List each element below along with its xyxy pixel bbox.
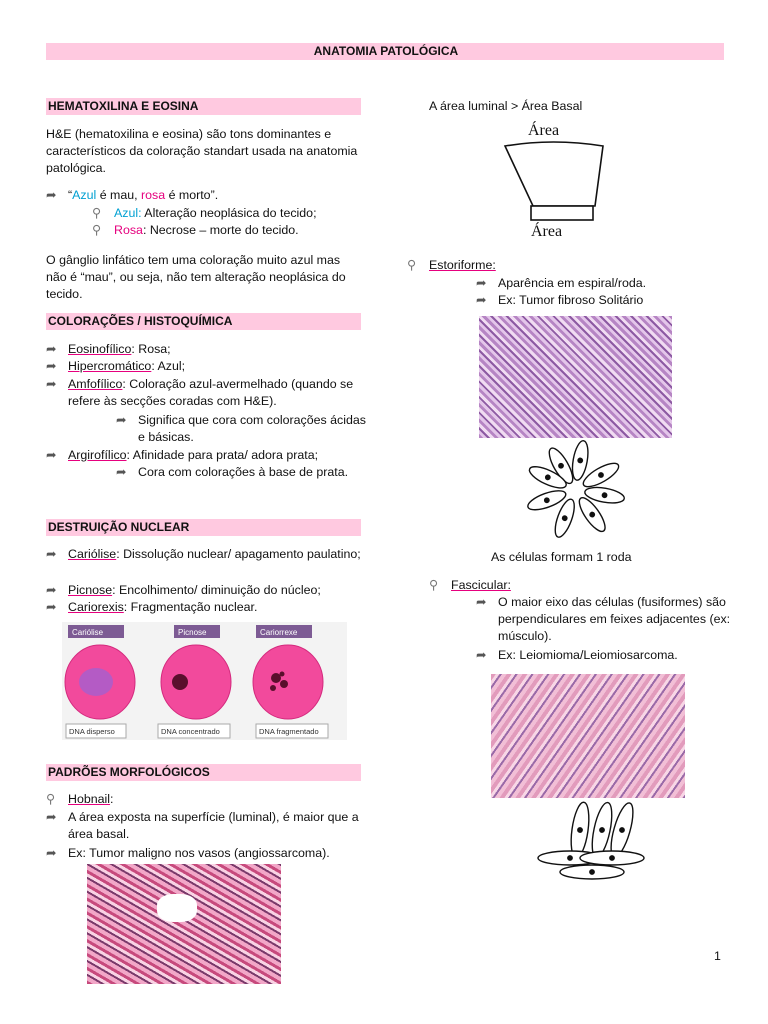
cariorrexe-cell [253,645,323,719]
fasc-2: ➦ Ex: Leiomioma/Leiomiosarcoma. [476,648,678,662]
arrow-bullet-icon: ➦ [116,465,127,479]
est-heading: ⚲ Estoriforme: [407,258,496,272]
fascicular-horizontal-cells [538,851,644,879]
fascicular-diagram [536,800,648,880]
fragment [270,685,276,691]
he-intro: H&E (hematoxilina e eosina) são tons dominantes e característicos da coloração standart usada na anatomia patológica. [46,127,358,175]
nuclear-heading: DESTRUIÇÃO NUCLEAR [46,519,361,536]
arrow-bullet-icon: ➦ [46,188,57,202]
arrow-bullet-icon: ➦ [476,595,487,609]
area-line: A área luminal > Área Basal [429,99,583,113]
arrow-bullet-icon: ➦ [46,448,57,462]
magnifier-bullet-icon: ⚲ [429,578,439,592]
fascicular-histology-image [491,674,685,798]
hobnail-shape-diagram [495,118,615,242]
arrow-bullet-icon: ➦ [46,810,57,824]
color-eos: ➦ Eosinofílico: Rosa; [46,342,171,356]
arrow-bullet-icon: ➦ [46,342,57,356]
fig-label-picnose: Picnose [178,628,207,637]
roda-cells [526,440,626,539]
fascicular-vertical-cells [568,801,637,859]
nuclear-destruction-figure [62,622,347,740]
he-azul: ⚲ Azul: Alteração neoplásica do tecido; [92,206,317,220]
area-bottom-label: Área [531,223,563,240]
arrow-bullet-icon: ➦ [46,600,57,614]
color-heading: COLORAÇÕES / HISTOQUÍMICA [46,313,361,330]
est-2: ➦ Ex: Tumor fibroso Solitário [476,293,644,307]
padroes-hob-2: ➦ Ex: Tumor maligno nos vasos (angiossarcoma). [46,846,330,860]
fig-label-cariorrexe: Cariorrexe [260,628,298,637]
magnifier-bullet-icon: ⚲ [407,258,417,272]
arrow-bullet-icon: ➦ [476,293,487,307]
page-title: ANATOMIA PATOLÓGICA [46,43,724,60]
padroes-heading: PADRÕES MORFOLÓGICOS [46,764,361,781]
arrow-bullet-icon: ➦ [46,583,57,597]
estoriforme-histology-image [479,316,672,438]
nuclear-picnose: ➦ Picnose: Encolhimento/ diminuição do núcleo; [46,583,321,597]
he-rosa: ⚲ Rosa: Necrose – morte do tecido. [92,223,299,237]
color-argi: ➦ Argirofílico: Afinidade para prata/ adora prata; [46,448,319,462]
he-ganglio: O gânglio linfático tem uma coloração muito azul mas não é “mau”, ou seja, não tem alteração neoplásica do tecido. [46,253,346,301]
color-hiper: ➦ Hipercromático: Azul; [46,359,186,373]
picnose-nucleus [172,674,188,690]
fig-caption-concentrado: DNA concentrado [161,727,220,736]
nuclear-cario: ➦ Cariólise: Dissolução nuclear/ apagamento paulatino; [46,547,361,561]
color-anfo-sub: ➦ Significa que cora com colorações ácidas e básicas. [116,413,366,444]
arrow-bullet-icon: ➦ [116,413,127,427]
arrow-bullet-icon: ➦ [46,547,57,561]
cariolise-nucleus [79,668,113,696]
color-anfo: ➦ Amfofílico: Coloração azul-avermelhado (quando se refere às secções coradas com H&E). [46,377,354,408]
fragment [280,680,288,688]
page-number: 1 [714,949,721,963]
he-heading: HEMATOXILINA E EOSINA [46,98,361,115]
arrow-bullet-icon: ➦ [46,846,57,860]
roda-diagram [520,440,630,540]
est-1: ➦ Aparência em espiral/roda. [476,276,647,290]
nuclear-rexis: ➦ Cariorexis: Fragmentação nuclear. [46,600,258,614]
fig-label-cariolise: Cariólise [72,628,104,637]
color-argi-sub: ➦ Cora com colorações à base de prata. [116,465,349,479]
magnifier-bullet-icon: ⚲ [92,206,102,220]
vessel-lumen [157,894,197,922]
basal-rect [531,206,593,220]
fasc-cell [560,865,624,879]
magnifier-bullet-icon: ⚲ [46,792,56,806]
trapezoid-shape [505,142,603,206]
picnose-cell [161,645,231,719]
fig-caption-disperso: DNA disperso [69,727,115,736]
arrow-bullet-icon: ➦ [476,648,487,662]
fig-caption-fragmentado: DNA fragmentado [259,727,319,736]
fasc-heading: ⚲ Fascicular: [429,578,511,592]
he-quote: ➦ “Azul é mau, rosa é morto”. [46,188,219,202]
roda-cell [570,440,591,481]
fasc-1: ➦ O maior eixo das células (fusiformes) são perpendiculares em feixes adjacentes (ex: músculo). [476,595,731,643]
hobnail-histology-image [87,864,281,984]
arrow-bullet-icon: ➦ [46,377,57,391]
fasc-cell [568,801,592,859]
fragment [271,673,281,683]
padroes-hobnail: ⚲ Hobnail: [46,792,114,806]
fragment [280,672,285,677]
roda-caption: As células formam 1 roda [491,550,632,564]
magnifier-bullet-icon: ⚲ [92,223,102,237]
fasc-cell [580,851,644,865]
arrow-bullet-icon: ➦ [46,359,57,373]
padroes-hob-1: ➦ A área exposta na superfície (luminal), é maior que a área basal. [46,810,359,841]
arrow-bullet-icon: ➦ [476,276,487,290]
area-top-label: Área [528,122,560,139]
